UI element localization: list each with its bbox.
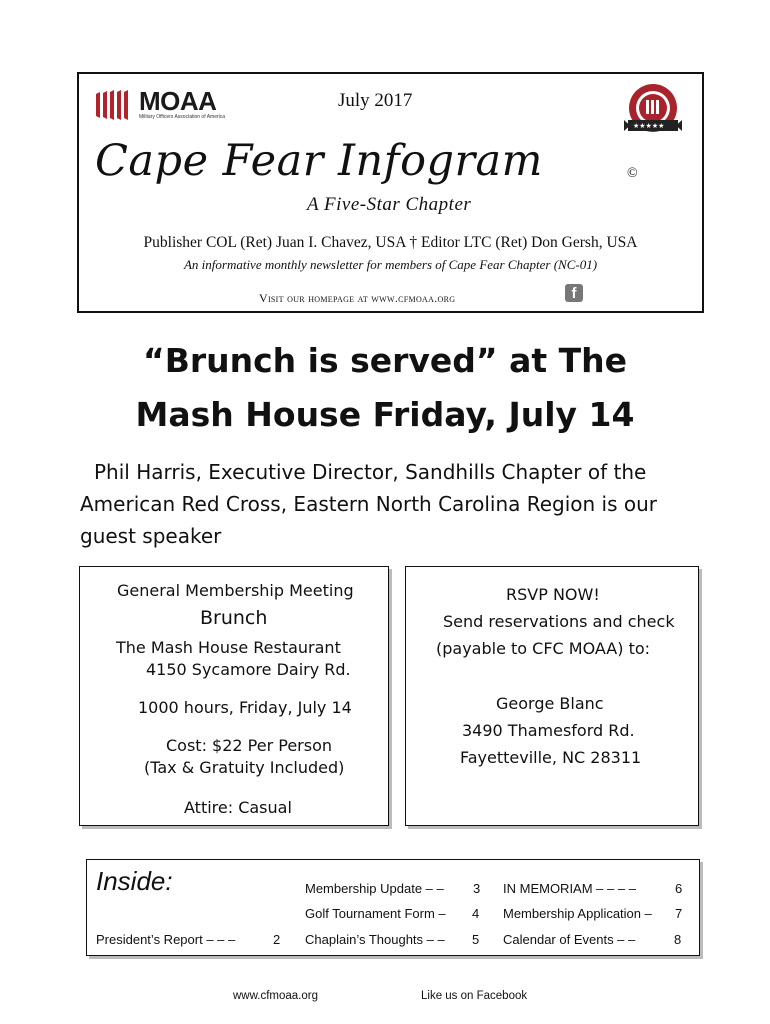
rsvp-box [405, 566, 699, 826]
meeting-attire: Attire: Casual [184, 798, 292, 817]
toc-item-label[interactable]: Golf Tournament Form – [305, 906, 446, 921]
headline-line-1: “Brunch is served” at The [143, 341, 627, 380]
moaa-logo-text: MOAA [139, 86, 217, 116]
toc-item-page: 6 [675, 881, 683, 896]
intro-paragraph: Phil Harris, Executive Director, Sandhills Chapter of the American Red Cross, Eastern North Carolina Region is our guest speaker [80, 460, 658, 548]
publisher-line: Publisher COL (Ret) Juan I. Chavez, USA † Editor LTC (Ret) Don Gersh, USA [143, 234, 638, 251]
moaa-flag-bars-icon [95, 90, 135, 120]
meeting-event: Brunch [200, 607, 268, 629]
footer-website-link[interactable]: www.cfmoaa.org [233, 990, 319, 1002]
inside-heading: Inside: [96, 866, 173, 896]
meeting-heading: General Membership Meeting [117, 581, 354, 600]
rsvp-line-2: (payable to CFC MOAA) to: [436, 639, 651, 658]
toc-item-label[interactable]: Membership Update – – [305, 881, 444, 896]
toc-item-page: 3 [473, 881, 481, 896]
footer-facebook-link[interactable]: Like us on Facebook [421, 990, 528, 1002]
newsletter-description: An informative monthly newsletter for members of Cape Fear Chapter (NC-01) [183, 257, 598, 272]
meeting-details-box [79, 566, 389, 826]
issue-date: July 2017 [338, 90, 413, 111]
toc-item-page: 8 [674, 932, 682, 947]
headline [0, 334, 770, 442]
newsletter-masthead [77, 72, 704, 313]
chapter-subtitle: A Five-Star Chapter [307, 194, 472, 215]
meeting-cost: Cost: $22 Per Person [166, 736, 333, 755]
headline-line-2: Mash House Friday, July 14 [135, 395, 635, 434]
toc-item-label[interactable]: President’s Report – – – [96, 932, 236, 947]
meeting-time: 1000 hours, Friday, July 14 [138, 698, 352, 717]
toc-item-page: 2 [273, 932, 281, 947]
toc-item-page: 5 [472, 932, 480, 947]
toc-item-page: 7 [675, 906, 683, 921]
toc-item-label[interactable]: Chaplain’s Thoughts – – [305, 932, 445, 947]
copyright-symbol: © [627, 166, 638, 181]
inside-contents-box [86, 859, 700, 956]
facebook-icon[interactable]: f [565, 284, 583, 302]
meeting-address: 4150 Sycamore Dairy Rd. [146, 660, 351, 679]
five-star-chapter-seal-icon [622, 82, 684, 140]
rsvp-heading: RSVP NOW! [506, 585, 600, 604]
homepage-link[interactable]: Visit our homepage at www.cfmoaa.org [259, 291, 456, 305]
rsvp-name: George Blanc [496, 694, 604, 713]
meeting-venue: The Mash House Restaurant [116, 638, 341, 657]
toc-item-label[interactable]: Calendar of Events – – [503, 932, 636, 947]
moaa-logo-subtext: Military Officers Association of America [139, 114, 226, 120]
rsvp-street: 3490 Thamesford Rd. [462, 721, 635, 740]
toc-item-label[interactable]: IN MEMORIAM – – – – [503, 881, 636, 896]
newsletter-title: Cape Fear Infogram [95, 136, 543, 186]
toc-item-label[interactable]: Membership Application – [503, 906, 652, 921]
toc-item-page: 4 [472, 906, 480, 921]
meeting-cost-note: (Tax & Gratuity Included) [144, 758, 345, 777]
moaa-logo [95, 86, 255, 126]
rsvp-city: Fayetteville, NC 28311 [460, 748, 642, 767]
svg-text:★★★★★: ★★★★★ [633, 122, 665, 130]
rsvp-line-1: Send reservations and check [443, 612, 675, 631]
